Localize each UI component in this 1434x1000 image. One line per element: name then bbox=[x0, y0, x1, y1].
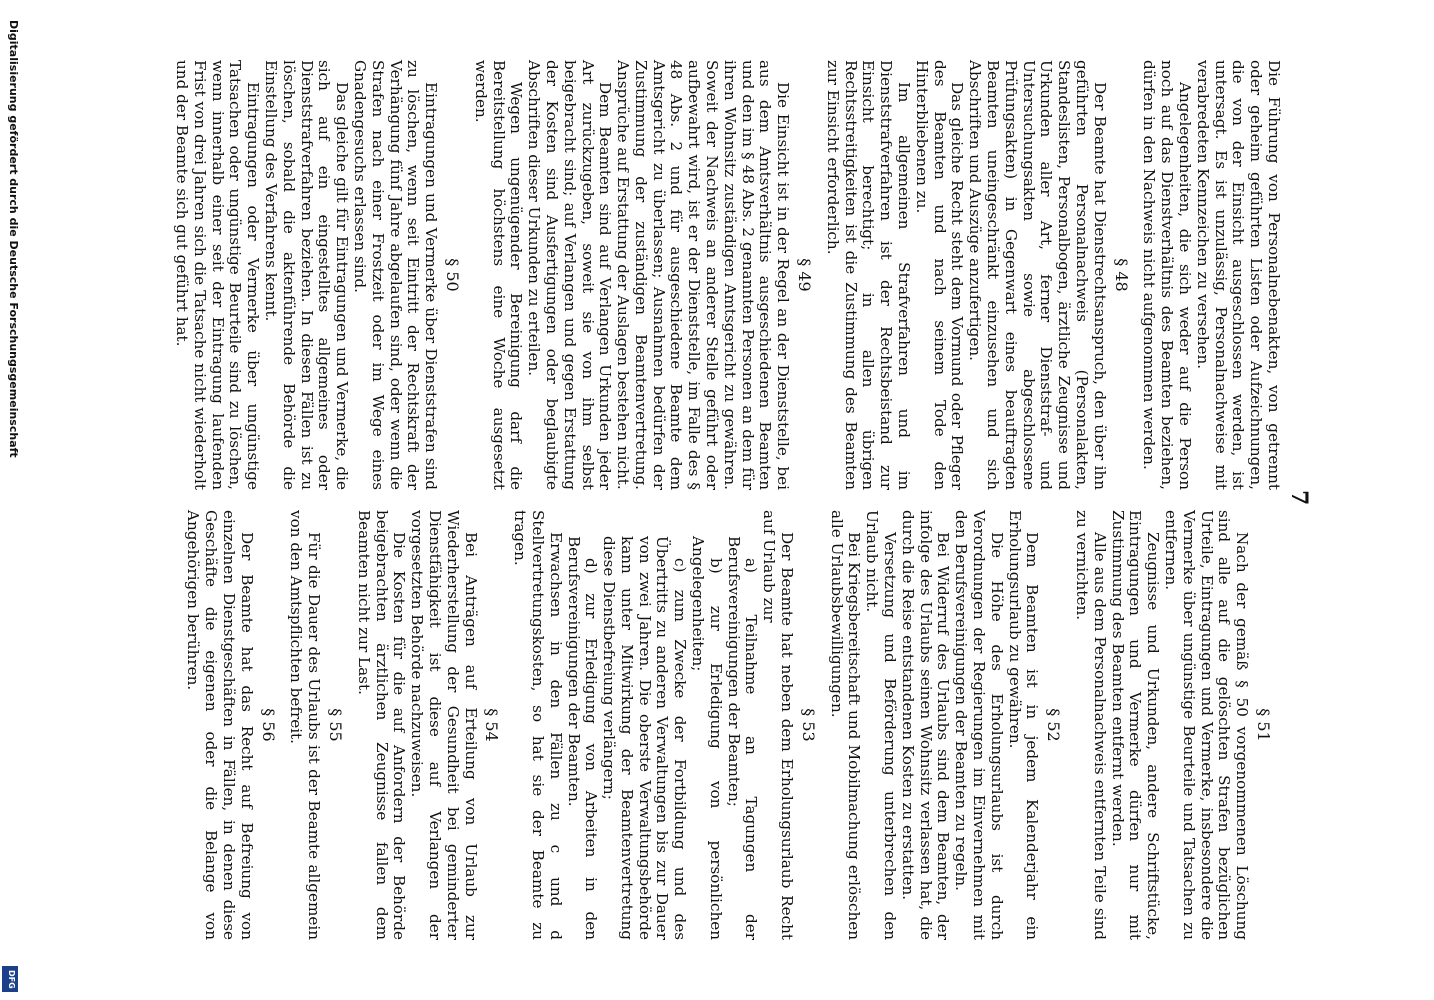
paragraph: Zeugnisse und Urkunden, andere Schriftstücke, Eintragungen und Vermerke dürfen nur mit Zustimmung des Beamten entfernt werden. bbox=[1108, 510, 1163, 940]
section-heading-54: § 54 bbox=[482, 708, 502, 742]
paragraph: Im allgemeinen Strafverfahren und im Dienststrafverfahren ist der Rechtsbeistand zur Einsicht berechtigt; in allen übrigen Rechtsstreitigkeiten ist die Zustimmung des Beamten zur Einsicht erforderlich. bbox=[823, 60, 914, 490]
paragraph: Die Höhe des Erholungsurlaubs ist durch Verordnungen der Regierungen im Einvernehmen mit den Berufsvereinigungen der Beamten zu regeln. bbox=[952, 510, 1006, 940]
paragraph: Das gleiche gilt für Eintragungen und Vermerke, die sich auf ein eingestelltes allgemeines oder Dienststrafverfahren beziehen. In diesen Fällen ist zu löschen, sobald die aktenführende Behörde die Einstellung des Verfahrens kennt. bbox=[261, 60, 352, 490]
paragraph: Alle aus dem Personalnachweis entfernten Teile sind zu vernichten. bbox=[1073, 510, 1109, 940]
paragraph: Wegen ungenügender Bereinigung darf die Bereitstellung höchstens eine Woche ausgesetzt werden. bbox=[471, 60, 526, 490]
credit-text: Digitalisierung gefördert durch die Deutsche Forschungsgemeinschaft bbox=[7, 20, 20, 458]
paragraph: Dem Beamten sind auf Verlangen Urkunden jeder Art zurückzugeben, soweit sie von ihm selbst beigebracht sind; auf Verlangen und gegen Erstattung der Kosten sind Ausfertigungen oder beglaubigte Abschriften dieser Urkunden zu erteilen. bbox=[525, 60, 615, 490]
paragraph: Das gleiche Recht steht dem Vormund oder Pfleger des Beamten und nach seinem Tode den Hinterbliebenen zu. bbox=[912, 60, 967, 490]
paragraph: Die Einsicht ist in der Regel an der Dienststelle, bei aus dem Amtsverhältnis ausgeschiedenen Beamten und den im § 48 Abs. 2 genannten Personen an dem für ihren Wohnsitz zuständigen Amtsgericht zu gewähren. Soweit der Nachweis an anderer Stelle geführt oder aufbewahrt wird, ist er der Dienststelle, im Falle des § 48 Abs. 2 und für ausgeschiedene Beamte dem Amtsgericht zu überlassen; Ausnahmen bedürfen der Zustimmung der zuständigen Beamtenvertretung. Ansprüche auf Erstattung der Auslagen bestehen nicht. bbox=[614, 60, 793, 490]
section-heading-49: § 49 bbox=[795, 258, 815, 292]
left-column bbox=[172, 60, 1282, 490]
paragraph: Die Führung von Personalnebenakten, von getrennt oder geheim geführten Listen oder Aufzeichnungen, die von der Einsicht ausgeschlossen werden, ist untersagt. Es ist unzulässig, Personalnachweise mit verabredeten Kennzeichen zu versehen. bbox=[1193, 60, 1283, 490]
digitization-credit bbox=[2, 12, 20, 992]
paragraph: Angelegenheiten, die sich weder auf die Person noch auf das Dienstverhältnis des Beamten beziehen, dürfen in den Nachweis nicht aufgenommen werden. bbox=[1140, 60, 1195, 490]
paragraph: Der Beamte hat Dienstrechtsanspruch, den über ihn geführten Personalnachweis (Personalakten, Standeslisten, Personalbogen, ärztliche Zeugnisse und Urkunden aller Art, ferner Dienststraf- und Untersuchungsakten sowie abgeschlossene Prüfungsakten) in Gegenwart eines beauftragten Beamten uneingeschränkt einzusehen und sich Abschriften und Auszüge anzufertigen. bbox=[966, 60, 1109, 490]
section-heading-53: § 53 bbox=[798, 708, 818, 742]
paragraph: Für die Dauer des Urlaubs ist der Beamte allgemein von den Amtspflichten befreit. bbox=[287, 510, 324, 940]
paragraph: Bei Kriegsbereitschaft und Mobilmachung erlöschen alle Urlaubsbewilligungen. bbox=[827, 510, 864, 940]
section-heading-56: § 56 bbox=[258, 708, 278, 742]
logo-text: DFG bbox=[7, 970, 16, 989]
section-heading-48: § 48 bbox=[1111, 258, 1131, 292]
section-heading-51: § 51 bbox=[1254, 708, 1273, 742]
section-heading-50: § 50 bbox=[442, 258, 462, 292]
list-item: d) zur Erledigung von Arbeiten in den Berufsvereinigungen der Beamten. bbox=[564, 536, 601, 940]
paragraph: Die Kosten für die auf Anfordern der Behörde beigebrachten ärztlichen Zeugnisse fallen dem Beamten nicht zur Last. bbox=[354, 510, 409, 940]
section-heading-55: § 55 bbox=[325, 708, 345, 742]
list-item: a) Teilnahme an Tagungen der Berufsvereinigungen der Beamten; bbox=[724, 536, 761, 940]
rotated-page bbox=[16, 0, 1316, 1000]
list-item: c) zum Zwecke der Fortbildung und des Übertritts zu anderen Verwaltungen bis zur Dauer von zwei Jahren. Die oberste Verwaltungsbehörde kann unter Mitwirkung der Beamtenvertretung diese Dienstbefreiung verlängern; bbox=[600, 536, 690, 940]
page-number: 7 bbox=[1286, 490, 1312, 506]
paragraph: Eintragungen oder Vermerke über ungünstige Tatsachen oder ungünstige Beurteile sind zu löschen, wenn innerhalb einer seit der Eintragung laufenden Frist von drei Jahren sich die Tatsache nicht wiederholt und der Beamte sich gut geführt hat. bbox=[172, 60, 263, 490]
paragraph: Bei Anträgen auf Erteilung von Urlaub zur Wiederherstellung der Gesundheit bei geminderter Dienstfähigkeit ist diese auf Verlangen der vorgesetzten Behörde nachzuweisen. bbox=[408, 510, 480, 940]
paragraph: Dem Beamten ist in jedem Kalenderjahr ein Erholungsurlaub zu gewähren. bbox=[1005, 510, 1042, 940]
section-heading-52: § 52 bbox=[1044, 708, 1064, 742]
dfg-logo-icon bbox=[2, 966, 18, 992]
paragraph: Eintragungen und Vermerke über Dienststrafen sind zu löschen, wenn seit Eintritt der Rechtskraft der Verhängung fünf Jahre abgelaufen sind, oder wenn die Strafen nach einer Frostzeit oder im Wege eines Gnadengesuchs erlassen sind. bbox=[350, 60, 441, 490]
paragraph: Der Beamte hat neben dem Erholungsurlaub Recht auf Urlaub zur bbox=[760, 510, 797, 940]
paragraph: Nach der gemäß § 50 vorgenommenen Löschung sind alle auf die gelöschten Strafen bezüglichen Urteile, Eintragungen und Vermerke, insbesondere die Vermerke über ungünstige Beurteile und Tatsachen zu entfernen. bbox=[1162, 510, 1252, 940]
paragraph: Der Beamte hat das Recht auf Befreiung von einzelnen Dienstgeschäften in Fällen, in denen diese Geschäfte die eigenen oder die Belange von Angehörigen berühren. bbox=[184, 510, 256, 940]
list-item: b) zur Erledigung von persönlichen Angelegenheiten; bbox=[689, 536, 725, 940]
paragraph: Versetzung und Beförderung unterbrechen den Urlaub nicht. bbox=[863, 510, 900, 940]
paragraph: Bei Widerruf des Urlaubs sind dem Beamten, der infolge des Urlaubs seinen Wohnsitz verlassen hat, die durch die Reise entstandenen Kosten zu erstatten. bbox=[898, 510, 953, 940]
paragraph: Erwachsen in den Fällen zu c und d Stellvertretungskosten, so hat sie der Beamte zu tragen. bbox=[511, 510, 565, 940]
right-column bbox=[184, 510, 1282, 940]
